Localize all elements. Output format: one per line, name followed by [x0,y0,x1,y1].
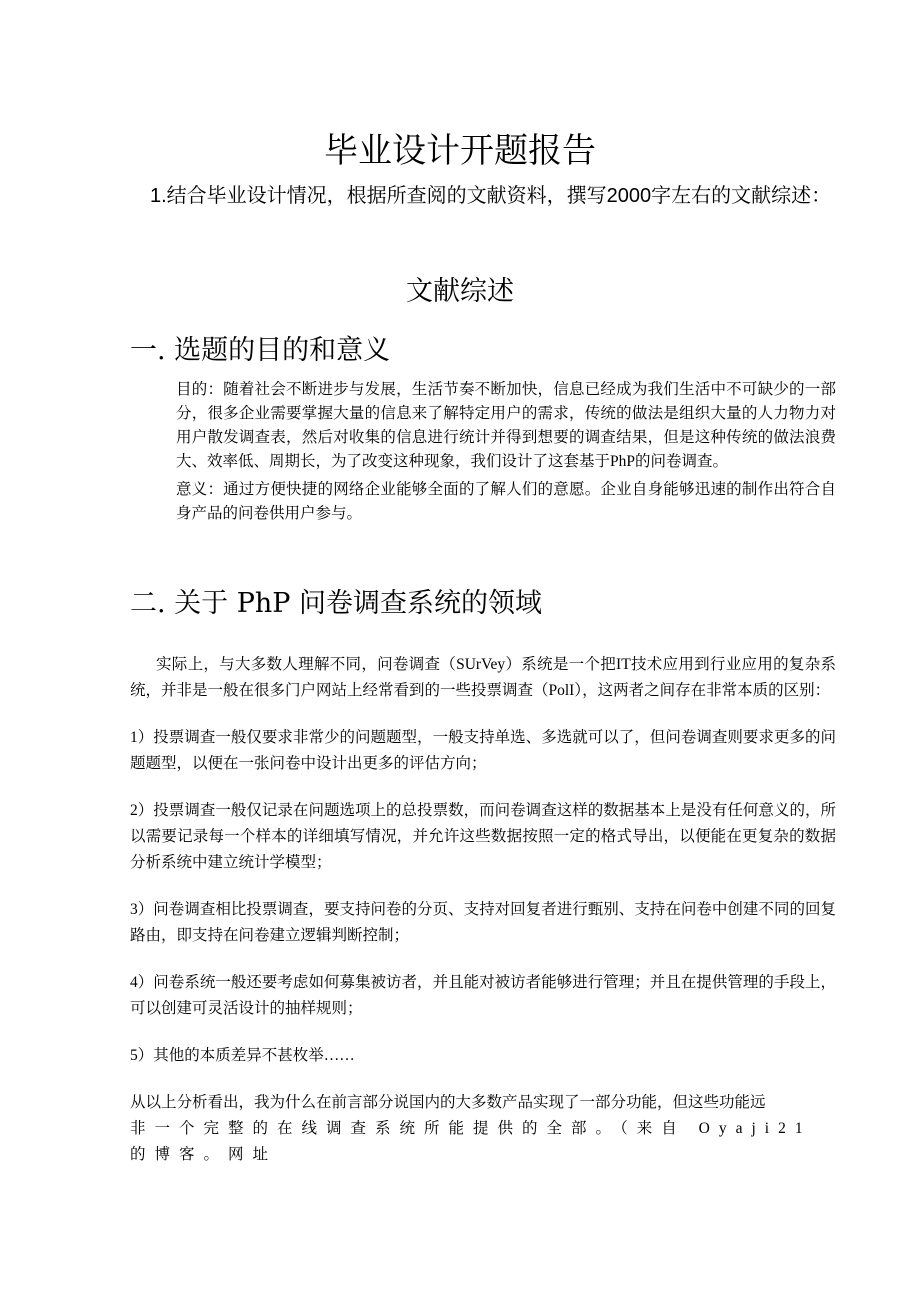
literature-review-heading: 文献综述 [406,276,514,307]
list-item-3: 3）问卷调查相比投票调查，要支持问卷的分页、支持对回复者进行甄别、支持在问卷中创建不同的回复路由，即支持在问卷建立逻辑判断控制； [130,901,836,944]
intro-instruction: 1.结合毕业设计情况，根据所查阅的文献资料，撰写2000字左右的文献综述： [150,185,832,207]
section2-lead-paragraph: 实际上，与大多数人理解不同，问卷调查（SUrVey）系统是一个把IT技术应用到行业应用的复杂系统，并非是一般在很多门户网站上经常看到的一些投票调查（PolI），这两者之间存在非常本质的区别： [130,656,836,699]
list-item-4: 4）问卷系统一般还要考虑如何募集被访者，并且能对被访者能够进行管理；并且在提供管理的手段上，可以创建可灵活设计的抽样规则； [130,974,836,1017]
conclusion-line-1: 从以上分析看出，我为什么在前言部分说国内的大多数产品实现了一部分功能，但这些功能远 [130,1094,766,1111]
list-item-5: 5）其他的本质差异不甚枚举…… [130,1047,355,1064]
significance-paragraph: 意义：通过方便快捷的网络企业能够全面的了解人们的意愿。企业自身能够迅速的制作出符合自身产品的问卷供用户参与。 [176,481,836,522]
report-title: 毕业设计开题报告 [324,131,596,171]
purpose-paragraph: 目的：随着社会不断进步与发展，生活节奏不断加快，信息已经成为我们生活中不可缺少的一部分，很多企业需要掌握大量的信息来了解特定用户的需求，传统的做法是组织大量的人力物力对用户散发调查表，然后对收集的信息进行统计并得到想要的调查结果，但是这种传统的做法浪费大、效率低、周期长，为了改变这种现象，我们设计了这套基于PhP的问卷调查。 [176,381,836,470]
section1-body [176,378,836,530]
conclusion-line-2: 非一个完整的在线调查系统所能提供的全部。（来自 Oyaji21 的博客。网址 [130,1120,812,1163]
list-item-2: 2）投票调查一般仅记录在问题选项上的总投票数，而问卷调查这样的数据基本上是没有任何意义的，所以需要记录每一个样本的详细填写情况，并允许这些数据按照一定的格式导出，以便能在更复杂的数据分析系统中建立统计学模型； [130,802,836,871]
section1-heading: 一. 选题的目的和意义 [130,335,391,366]
section2-body [130,652,836,1168]
list-item-1: 1）投票调查一般仅要求非常少的问题题型，一般支持单选、多选就可以了，但问卷调查则要求更多的问题题型，以便在一张问卷中设计出更多的评估方向； [130,729,836,772]
section2-heading: 二. 关于 PhP 问卷调查系统的领域 [130,588,543,619]
